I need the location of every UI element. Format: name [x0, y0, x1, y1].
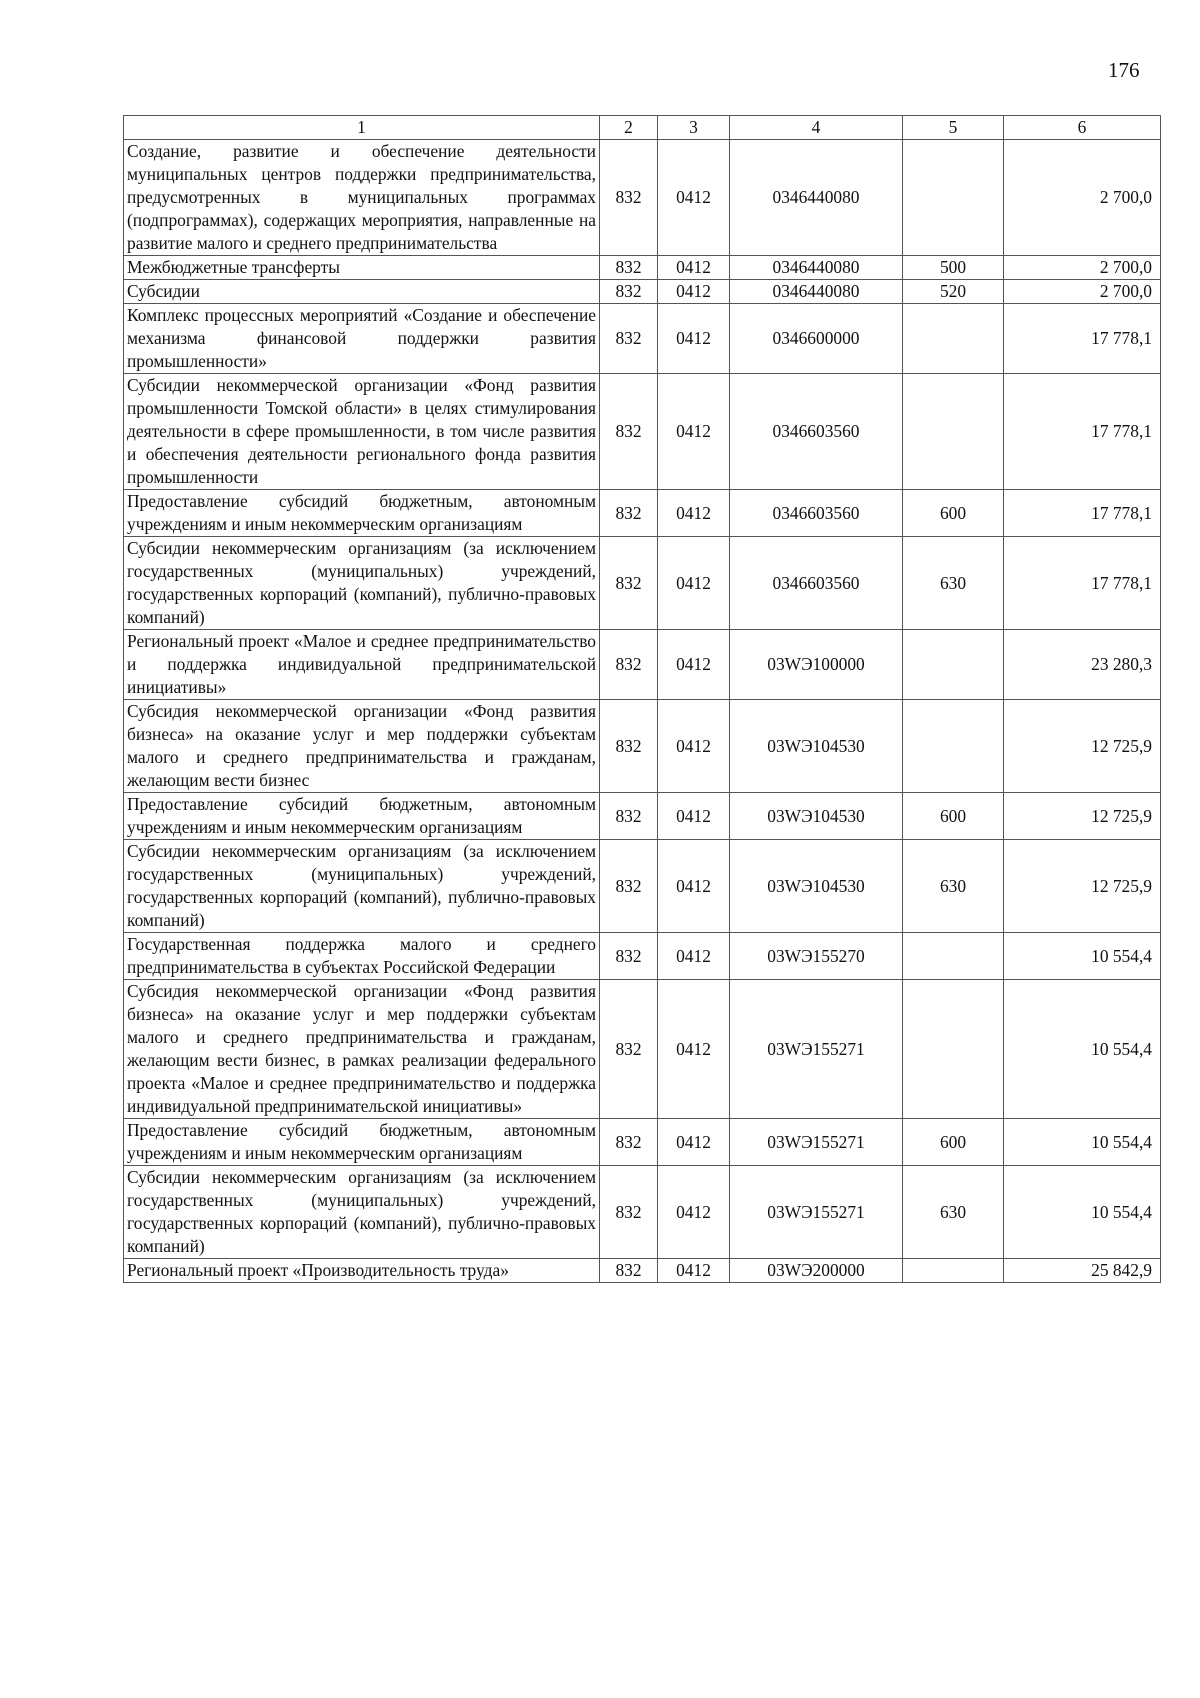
item-name: Субсидии некоммерческим организациям (за исключением государственных (муниципальных) учреждений, государственных корпораций (компаний), публично-правовых компаний)	[124, 840, 600, 933]
item-name: Субсидия некоммерческой организации «Фонд развития бизнеса» на оказание услуг и мер поддержки субъектам малого и среднего предпринимательства и гражданам, желающим вести бизнес, в рамках реализации федерального проекта «Малое и среднее предпринимательство и поддержка индивидуальной предпринимательской инициативы»	[124, 980, 600, 1119]
amount: 10 554,4	[1004, 980, 1161, 1119]
column-header: 4	[730, 116, 903, 140]
section-code: 0412	[658, 630, 730, 700]
expense-type-code	[903, 700, 1004, 793]
target-article-code: 03WЭ200000	[730, 1259, 903, 1283]
expense-type-code: 520	[903, 280, 1004, 304]
table-row	[124, 933, 1161, 980]
section-code: 0412	[658, 1259, 730, 1283]
item-name: Предоставление субсидий бюджетным, автономным учреждениям и иным некоммерческим организациям	[124, 1119, 600, 1166]
item-name: Субсидия некоммерческой организации «Фонд развития бизнеса» на оказание услуг и мер поддержки субъектам малого и среднего предпринимательства и гражданам, желающим вести бизнес	[124, 700, 600, 793]
expense-type-code: 600	[903, 793, 1004, 840]
amount: 17 778,1	[1004, 374, 1161, 490]
expense-type-code: 630	[903, 537, 1004, 630]
item-name: Субсидии	[124, 280, 600, 304]
amount: 17 778,1	[1004, 490, 1161, 537]
table-row	[124, 490, 1161, 537]
item-name: Предоставление субсидий бюджетным, автономным учреждениям и иным некоммерческим организациям	[124, 793, 600, 840]
table-row	[124, 700, 1161, 793]
target-article-code: 0346600000	[730, 304, 903, 374]
section-code: 0412	[658, 140, 730, 256]
target-article-code: 0346603560	[730, 490, 903, 537]
item-name: Субсидии некоммерческим организациям (за исключением государственных (муниципальных) учреждений, государственных корпораций (компаний), публично-правовых компаний)	[124, 537, 600, 630]
section-code: 0412	[658, 490, 730, 537]
item-name: Государственная поддержка малого и среднего предпринимательства в субъектах Российской Федерации	[124, 933, 600, 980]
expense-type-code: 500	[903, 256, 1004, 280]
column-header: 6	[1004, 116, 1161, 140]
budget-table	[123, 115, 1161, 1283]
table-header-row	[124, 116, 1161, 140]
target-article-code: 0346440080	[730, 256, 903, 280]
expense-type-code	[903, 933, 1004, 980]
target-article-code: 0346603560	[730, 374, 903, 490]
item-name: Субсидии некоммерческой организации «Фонд развития промышленности Томской области» в целях стимулирования деятельности в сфере промышленности, в том числе развития и обеспечения деятельности регионального фонда развития промышленности	[124, 374, 600, 490]
item-name: Создание, развитие и обеспечение деятельности муниципальных центров поддержки предпринимательства, предусмотренных в муниципальных программах (подпрограммах), содержащих мероприятия, направленные на развитие малого и среднего предпринимательства	[124, 140, 600, 256]
ministry-code: 832	[600, 1166, 658, 1259]
section-code: 0412	[658, 1119, 730, 1166]
table-row	[124, 1259, 1161, 1283]
table-row	[124, 1119, 1161, 1166]
amount: 23 280,3	[1004, 630, 1161, 700]
table-row	[124, 1166, 1161, 1259]
expense-type-code: 600	[903, 490, 1004, 537]
item-name: Субсидии некоммерческим организациям (за исключением государственных (муниципальных) учреждений, государственных корпораций (компаний), публично-правовых компаний)	[124, 1166, 600, 1259]
item-name: Комплекс процессных мероприятий «Создание и обеспечение механизма финансовой поддержки развития промышленности»	[124, 304, 600, 374]
expense-type-code	[903, 980, 1004, 1119]
section-code: 0412	[658, 374, 730, 490]
ministry-code: 832	[600, 1119, 658, 1166]
expense-type-code	[903, 1259, 1004, 1283]
expense-type-code: 630	[903, 1166, 1004, 1259]
section-code: 0412	[658, 700, 730, 793]
section-code: 0412	[658, 304, 730, 374]
target-article-code: 03WЭ155271	[730, 980, 903, 1119]
section-code: 0412	[658, 980, 730, 1119]
expense-type-code	[903, 140, 1004, 256]
table-row	[124, 280, 1161, 304]
expense-type-code	[903, 374, 1004, 490]
amount: 2 700,0	[1004, 140, 1161, 256]
table-row	[124, 140, 1161, 256]
target-article-code: 0346440080	[730, 280, 903, 304]
ministry-code: 832	[600, 256, 658, 280]
amount: 17 778,1	[1004, 304, 1161, 374]
item-name: Предоставление субсидий бюджетным, автономным учреждениям и иным некоммерческим организациям	[124, 490, 600, 537]
target-article-code: 03WЭ155271	[730, 1166, 903, 1259]
item-name: Региональный проект «Малое и среднее предпринимательство и поддержка индивидуальной предпринимательской инициативы»	[124, 630, 600, 700]
table-row	[124, 840, 1161, 933]
ministry-code: 832	[600, 280, 658, 304]
ministry-code: 832	[600, 980, 658, 1119]
table-row	[124, 630, 1161, 700]
ministry-code: 832	[600, 140, 658, 256]
amount: 12 725,9	[1004, 840, 1161, 933]
item-name: Межбюджетные трансферты	[124, 256, 600, 280]
section-code: 0412	[658, 840, 730, 933]
table-row	[124, 256, 1161, 280]
target-article-code: 03WЭ104530	[730, 840, 903, 933]
column-header: 1	[124, 116, 600, 140]
ministry-code: 832	[600, 630, 658, 700]
target-article-code: 03WЭ155270	[730, 933, 903, 980]
section-code: 0412	[658, 1166, 730, 1259]
ministry-code: 832	[600, 490, 658, 537]
amount: 17 778,1	[1004, 537, 1161, 630]
table-row	[124, 537, 1161, 630]
table-row	[124, 793, 1161, 840]
section-code: 0412	[658, 256, 730, 280]
ministry-code: 832	[600, 933, 658, 980]
section-code: 0412	[658, 933, 730, 980]
column-header: 2	[600, 116, 658, 140]
target-article-code: 0346440080	[730, 140, 903, 256]
ministry-code: 832	[600, 537, 658, 630]
amount: 2 700,0	[1004, 280, 1161, 304]
ministry-code: 832	[600, 304, 658, 374]
column-header: 3	[658, 116, 730, 140]
expense-type-code: 600	[903, 1119, 1004, 1166]
expense-type-code: 630	[903, 840, 1004, 933]
table-row	[124, 374, 1161, 490]
table-row	[124, 980, 1161, 1119]
expense-type-code	[903, 304, 1004, 374]
ministry-code: 832	[600, 374, 658, 490]
amount: 12 725,9	[1004, 700, 1161, 793]
target-article-code: 03WЭ100000	[730, 630, 903, 700]
target-article-code: 03WЭ104530	[730, 700, 903, 793]
target-article-code: 03WЭ155271	[730, 1119, 903, 1166]
expense-type-code	[903, 630, 1004, 700]
ministry-code: 832	[600, 793, 658, 840]
section-code: 0412	[658, 793, 730, 840]
item-name: Региональный проект «Производительность труда»	[124, 1259, 600, 1283]
section-code: 0412	[658, 537, 730, 630]
table-row	[124, 304, 1161, 374]
ministry-code: 832	[600, 700, 658, 793]
amount: 2 700,0	[1004, 256, 1161, 280]
column-header: 5	[903, 116, 1004, 140]
amount: 25 842,9	[1004, 1259, 1161, 1283]
section-code: 0412	[658, 280, 730, 304]
amount: 10 554,4	[1004, 1166, 1161, 1259]
ministry-code: 832	[600, 1259, 658, 1283]
amount: 10 554,4	[1004, 933, 1161, 980]
target-article-code: 03WЭ104530	[730, 793, 903, 840]
ministry-code: 832	[600, 840, 658, 933]
page-number: 176	[1108, 58, 1140, 82]
target-article-code: 0346603560	[730, 537, 903, 630]
amount: 12 725,9	[1004, 793, 1161, 840]
amount: 10 554,4	[1004, 1119, 1161, 1166]
